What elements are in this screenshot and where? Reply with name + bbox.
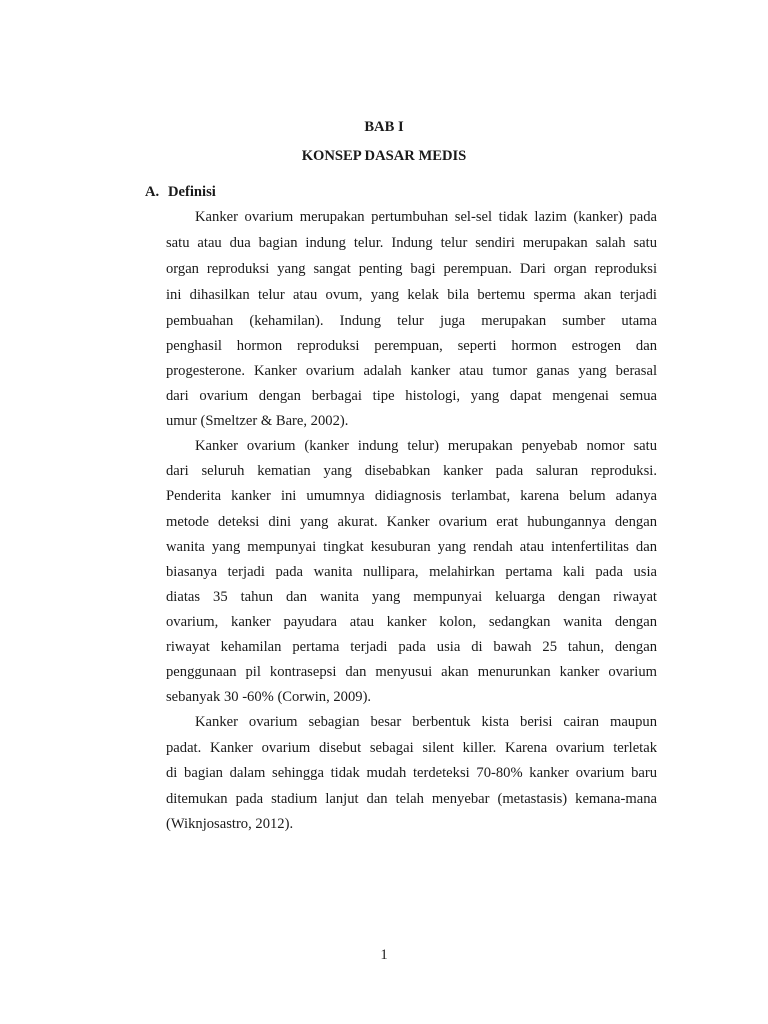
- paragraph-3-line-2: padat. Kanker ovarium disebut sebagai silent killer. Karena ovarium terletak: [166, 740, 657, 756]
- paragraph-2-line-4: metode deteksi dini yang akurat. Kanker ovarium erat hubungannya dengan: [166, 514, 657, 530]
- paragraph-2-line-3: Penderita kanker ini umumnya didiagnosis terlambat, karena belum adanya: [166, 488, 657, 504]
- section-letter: A.: [145, 184, 160, 200]
- paragraph-1-line-3: organ reproduksi yang sangat penting bagi perempuan. Dari organ reproduksi: [166, 261, 657, 277]
- section-title: Definisi: [168, 184, 216, 200]
- paragraph-1-line-4: ini dihasilkan telur atau ovum, yang kelak bila bertemu sperma akan terjadi: [166, 287, 657, 303]
- paragraph-1-line-2: satu atau dua bagian indung telur. Indung telur sendiri merupakan salah satu: [166, 235, 657, 251]
- paragraph-3-line-3: di bagian dalam sehingga tidak mudah terdeteksi 70-80% kanker ovarium baru: [166, 765, 657, 781]
- paragraph-1-line-6: penghasil hormon reproduksi perempuan, seperti hormon estrogen dan: [166, 338, 657, 354]
- paragraph-1-line-7: progesterone. Kanker ovarium adalah kanker atau tumor ganas yang berasal: [166, 363, 657, 379]
- chapter-heading: BAB I: [364, 119, 404, 135]
- page-number: 1: [380, 947, 388, 963]
- paragraph-2-line-11: sebanyak 30 -60% (Corwin, 2009).: [166, 689, 372, 705]
- paragraph-2-line-10: penggunaan pil kontrasepsi dan menyusui akan menurunkan kanker ovarium: [166, 664, 657, 680]
- paragraph-1-line-9: umur (Smeltzer & Bare, 2002).: [166, 413, 349, 429]
- paragraph-2-line-5: wanita yang mempunyai tingkat kesuburan yang rendah atau intenfertilitas dan: [166, 539, 657, 555]
- paragraph-3-line-5: (Wiknjosastro, 2012).: [166, 816, 294, 832]
- paragraph-1-line-1: Kanker ovarium merupakan pertumbuhan sel-sel tidak lazim (kanker) pada: [195, 209, 657, 225]
- paragraph-1-line-8: dari ovarium dengan berbagai tipe histologi, yang dapat mengenai semua: [166, 388, 657, 404]
- paragraph-3-line-4: ditemukan pada stadium lanjut dan telah menyebar (metastasis) kemana-mana: [166, 791, 657, 807]
- paragraph-2-line-8: ovarium, kanker payudara atau kanker kolon, sedangkan wanita dengan: [166, 614, 657, 630]
- paragraph-1-line-5: pembuahan (kehamilan). Indung telur juga merupakan sumber utama: [166, 313, 657, 329]
- paragraph-2-line-1: Kanker ovarium (kanker indung telur) merupakan penyebab nomor satu: [195, 438, 657, 454]
- paragraph-2-line-2: dari seluruh kematian yang disebabkan kanker pada saluran reproduksi.: [166, 463, 657, 479]
- paragraph-2-line-7: diatas 35 tahun dan wanita yang mempunyai keluarga dengan riwayat: [166, 589, 657, 605]
- section-heading: [145, 184, 216, 201]
- paragraph-3-line-1: Kanker ovarium sebagian besar berbentuk kista berisi cairan maupun: [195, 714, 657, 730]
- chapter-title: KONSEP DASAR MEDIS: [301, 148, 467, 164]
- paragraph-2-line-6: biasanya terjadi pada wanita nullipara, melahirkan pertama kali pada usia: [166, 564, 657, 580]
- paragraph-2-line-9: riwayat kehamilan pertama terjadi pada usia di bawah 25 tahun, dengan: [166, 639, 657, 655]
